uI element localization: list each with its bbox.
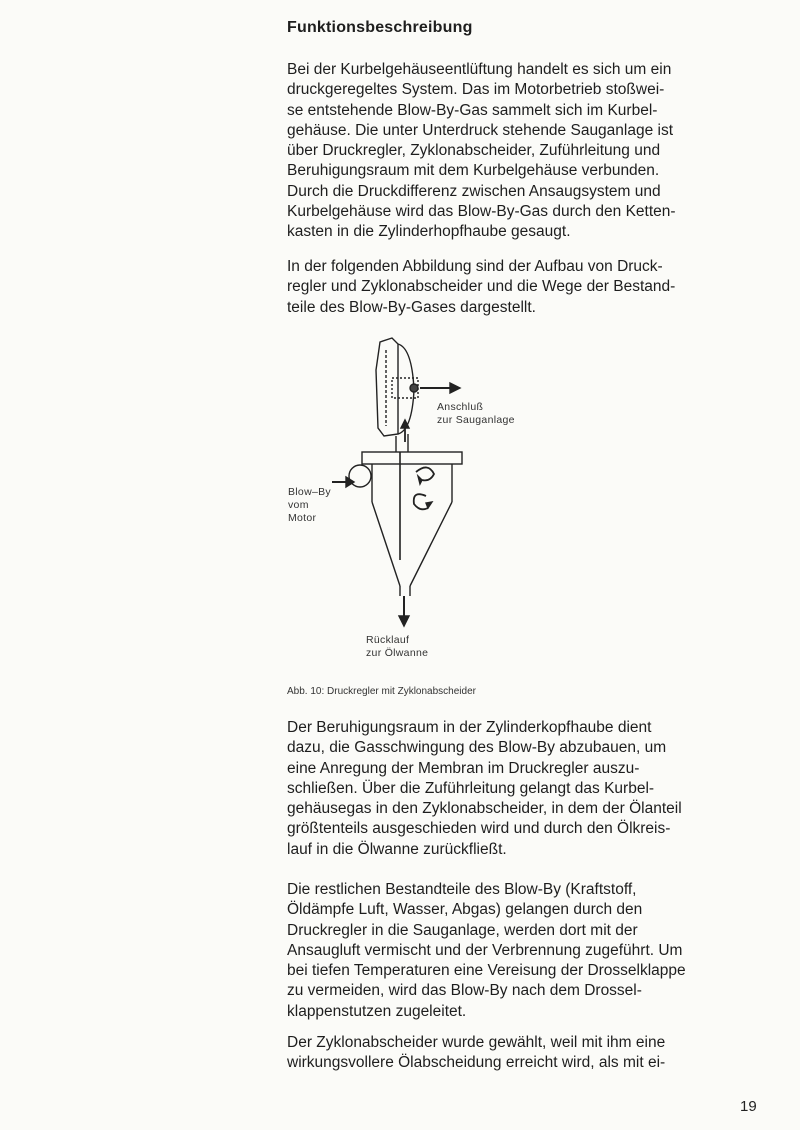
page-number: 19 <box>740 1098 757 1115</box>
label-drain: Rücklauf zur Ölwanne <box>366 634 429 659</box>
label-inlet: Blow–By vom Motor <box>288 486 331 524</box>
paragraph-3: Der Beruhigungsraum in der Zylinderkopfhaube dient dazu, die Gasschwingung des Blow-By abzubauen, um eine Anregung der Membran im Druckregler auszu- schließen. Über die Zuführleitung gelangt das Kurbel- gehäusegas in den Zyklonabscheider, in dem der Ölanteil größtenteils ausgeschieden wird und durch den Ölkreis- lauf in die Ölwanne zurückfließt. <box>287 719 682 858</box>
paragraph-2: In der folgenden Abbildung sind der Aufbau von Druck- regler und Zyklonabscheider und die Wege der Bestand- teile des Blow-By-Gases dargestellt. <box>287 258 676 316</box>
outlet-arrow <box>450 383 460 393</box>
paragraph-5: Der Zyklonabscheider wurde gewählt, weil mit ihm eine wirkungsvollere Ölabscheidung erreicht wird, als mit ei- <box>287 1034 666 1072</box>
cyclone-top <box>362 452 462 464</box>
paragraph-4: Die restlichen Bestandteile des Blow-By (Kraftstoff, Öldämpfe Luft, Wasser, Abgas) gelangen durch den Druckregler in die Sauganlage, werden dort mit der Ansaugluft vermischt und der Verbrennung zugeführt. Um bei tiefen Temperaturen eine Vereisung der Drosselklappe zu vermeiden, wird das Blow-By nach dem Drossel- klappenstutzen zugeleitet. <box>287 881 686 1020</box>
section-heading: Funktionsbeschreibung <box>287 19 473 36</box>
paragraph-1: Bei der Kurbelgehäuseentlüftung handelt es sich um ein druckgeregeltes System. Das im Motorbetrieb stoßwei- se entstehende Blow-By-Gas sammelt sich im Kurbel- gehäuse. Die unter Unterdruck stehende Sauganlage ist über Druckregler, Zyklonabscheider, Zuführleitung und Beruhigungsraum mit dem Kurbelgehäuse verbunden. Durch die Druckdifferenz zwischen Ansaugsystem und Kurbelgehäuse wird das Blow-By-Gas durch den Ketten- kasten in die Zylinderhopfhaube gesaugt. <box>287 61 676 241</box>
regulator-housing <box>376 338 398 436</box>
cone-left <box>372 502 400 586</box>
swirl-arrow-2 <box>414 494 428 509</box>
cone-right <box>410 502 452 586</box>
valve-seat <box>410 384 418 392</box>
figure-caption: Abb. 10: Druckregler mit Zyklonabscheider <box>287 686 476 697</box>
figure-pressure-regulator-cyclone <box>280 330 580 670</box>
drain-arrow <box>399 616 409 626</box>
label-outlet: Anschluß zur Sauganlage <box>437 401 515 426</box>
